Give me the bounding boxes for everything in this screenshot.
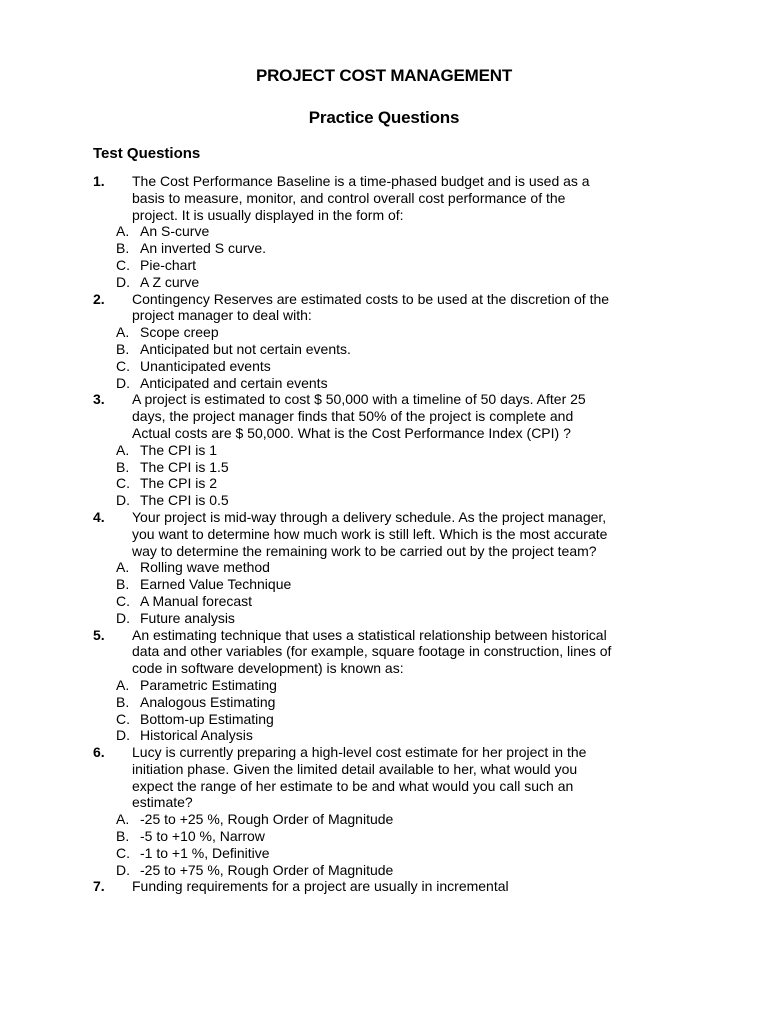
answer-option bbox=[93, 257, 653, 274]
option-letter: B. bbox=[116, 458, 130, 475]
option-letter: A. bbox=[116, 441, 130, 458]
question-number: 4. bbox=[93, 508, 105, 525]
question-item bbox=[93, 291, 653, 325]
answer-option bbox=[93, 459, 653, 476]
option-letter: A. bbox=[116, 559, 130, 576]
option-letter: A. bbox=[116, 676, 130, 693]
option-letter: D. bbox=[116, 273, 130, 290]
answer-option bbox=[93, 240, 653, 257]
option-letter: C. bbox=[116, 592, 130, 609]
question-text: An estimating technique that uses a statistical relationship between historical data and other variables (for example, square footage in construction, lines of code in software development) is known as: bbox=[132, 626, 612, 677]
answer-option bbox=[93, 828, 653, 845]
question-number: 2. bbox=[93, 290, 105, 307]
answer-option bbox=[93, 324, 653, 341]
answer-option bbox=[93, 492, 653, 509]
option-letter: C. bbox=[116, 844, 130, 861]
option-text: Bottom-up Estimating bbox=[140, 710, 274, 727]
option-text: Analogous Estimating bbox=[140, 693, 276, 710]
question-item bbox=[93, 878, 653, 895]
option-text: The CPI is 1 bbox=[140, 441, 218, 458]
option-text: -25 to +75 %, Rough Order of Magnitude bbox=[140, 861, 394, 878]
document-title: PROJECT COST MANAGEMENT bbox=[255, 66, 513, 85]
answer-option bbox=[93, 559, 653, 576]
option-text: Unanticipated events bbox=[140, 357, 271, 374]
option-letter: C. bbox=[116, 710, 130, 727]
option-letter: D. bbox=[116, 727, 130, 744]
question-text: Your project is mid-way through a delivery schedule. As the project manager, you want to determine how much work is still left. Which is the most accurate way to determine the remaining work to be carried out by the project team? bbox=[132, 508, 608, 559]
answer-option bbox=[93, 727, 653, 744]
option-text: The CPI is 2 bbox=[140, 475, 218, 492]
answer-option bbox=[93, 593, 653, 610]
option-letter: C. bbox=[116, 256, 130, 273]
option-letter: D. bbox=[116, 492, 130, 509]
option-text: Future analysis bbox=[140, 609, 235, 626]
option-text: The CPI is 0.5 bbox=[140, 492, 229, 509]
answer-option bbox=[93, 862, 653, 879]
answer-option bbox=[93, 576, 653, 593]
question-number: 5. bbox=[93, 626, 105, 643]
option-letter: B. bbox=[116, 828, 130, 845]
answer-option bbox=[93, 711, 653, 728]
option-letter: D. bbox=[116, 861, 130, 878]
option-letter: B. bbox=[116, 693, 130, 710]
answer-option bbox=[93, 375, 653, 392]
option-text: -1 to +1 %, Definitive bbox=[140, 844, 270, 861]
option-text: An S-curve bbox=[140, 223, 210, 240]
question-number: 3. bbox=[93, 391, 105, 408]
option-text: Pie-chart bbox=[140, 256, 197, 273]
option-letter: A. bbox=[116, 324, 130, 341]
option-text: Anticipated and certain events bbox=[140, 374, 328, 391]
option-text: Historical Analysis bbox=[140, 727, 253, 744]
option-text: An inverted S curve. bbox=[140, 240, 267, 257]
question-list bbox=[93, 173, 653, 895]
option-text: A Z curve bbox=[140, 273, 200, 290]
option-text: Anticipated but not certain events. bbox=[140, 340, 351, 357]
question-text: Contingency Reserves are estimated costs to be used at the discretion of the project manager to deal with: bbox=[132, 290, 610, 324]
option-text: Earned Value Technique bbox=[140, 576, 292, 593]
option-letter: A. bbox=[116, 223, 130, 240]
answer-option bbox=[93, 811, 653, 828]
question-text: Lucy is currently preparing a high-level cost estimate for her project in the initiation phase. Given the limited detail available to her, what would you expect the range of her estimate to be and what would you call such an estimate? bbox=[132, 744, 587, 811]
answer-option bbox=[93, 274, 653, 291]
answer-option bbox=[93, 358, 653, 375]
question-number: 1. bbox=[93, 173, 105, 189]
document-subtitle: Practice Questions bbox=[308, 108, 460, 127]
option-text: Rolling wave method bbox=[140, 559, 270, 576]
option-letter: C. bbox=[116, 357, 130, 374]
option-letter: D. bbox=[116, 374, 130, 391]
section-heading: Test Questions bbox=[93, 145, 201, 162]
answer-option bbox=[93, 845, 653, 862]
question-text: The Cost Performance Baseline is a time-phased budget and is used as a basis to measure, monitor, and control overall cost performance of the project. It is usually displayed in the form of: bbox=[132, 173, 590, 223]
answer-option bbox=[93, 223, 653, 240]
question-item bbox=[93, 391, 653, 441]
answer-option bbox=[93, 610, 653, 627]
question-item bbox=[93, 173, 653, 223]
question-item bbox=[93, 509, 653, 559]
question-item bbox=[93, 744, 653, 811]
answer-option bbox=[93, 677, 653, 694]
option-text: The CPI is 1.5 bbox=[140, 458, 229, 475]
answer-option bbox=[93, 341, 653, 358]
option-letter: D. bbox=[116, 609, 130, 626]
question-number: 7. bbox=[93, 878, 105, 895]
option-text: -25 to +25 %, Rough Order of Magnitude bbox=[140, 811, 394, 828]
question-text: A project is estimated to cost $ 50,000 with a timeline of 50 days. After 25 days, the project manager finds that 50% of the project is complete and Actual costs are $ 50,000. What is the Cost Performance Index (CPI) ? bbox=[132, 391, 586, 441]
question-number: 6. bbox=[93, 744, 105, 761]
option-text: A Manual forecast bbox=[140, 592, 253, 609]
option-text: -5 to +10 %, Narrow bbox=[140, 828, 265, 845]
option-letter: A. bbox=[116, 811, 130, 828]
answer-option bbox=[93, 475, 653, 492]
option-text: Scope creep bbox=[140, 324, 219, 341]
option-letter: B. bbox=[116, 240, 130, 257]
question-item bbox=[93, 627, 653, 677]
option-letter: B. bbox=[116, 576, 130, 593]
question-text: Funding requirements for a project are usually in incremental bbox=[132, 878, 509, 895]
option-text: Parametric Estimating bbox=[140, 676, 277, 693]
answer-option bbox=[93, 694, 653, 711]
answer-option bbox=[93, 442, 653, 459]
option-letter: C. bbox=[116, 475, 130, 492]
option-letter: B. bbox=[116, 340, 130, 357]
